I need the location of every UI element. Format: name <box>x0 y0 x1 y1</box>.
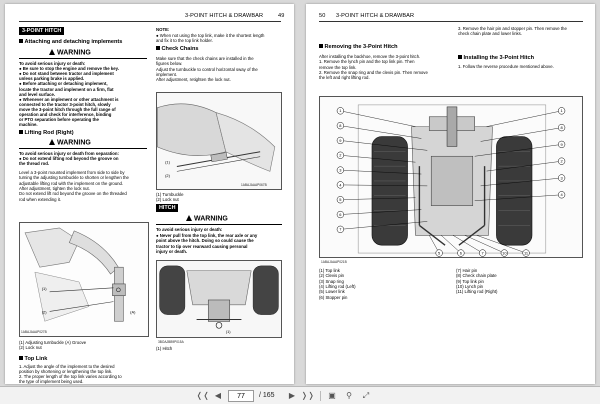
lifting-rod-drawing <box>20 223 148 336</box>
figure-1-code: 1ABAJAAAP027B <box>21 330 47 334</box>
callout-number: 1 <box>560 108 563 114</box>
square-bullet-icon <box>19 356 23 360</box>
text-line: and fix it to the top link holder. <box>156 38 213 43</box>
callout-number: 9 <box>560 141 563 147</box>
text-line: To avoid serious injury or death from separation: <box>19 151 119 156</box>
text-line: or PTO separation before operating the <box>19 117 99 123</box>
text-line: (7) Hair pin <box>456 268 478 273</box>
removing-heading <box>319 44 398 50</box>
callout-number: 9 <box>339 137 342 143</box>
text-line: 2. The proper length of the top link varies according to <box>19 374 122 379</box>
figure-hitch <box>156 260 282 338</box>
header-rule-right <box>319 21 583 22</box>
text-line: and level surface. <box>19 91 56 97</box>
text-line: operation and check for interference, binding <box>19 112 112 117</box>
zoom-icon[interactable]: ⚲ <box>346 391 352 400</box>
text-line: remove the top link. <box>319 64 357 70</box>
warning-triangle-icon <box>186 215 192 221</box>
check-chains-drawing <box>157 93 281 189</box>
text-line: tractor to tip over rearward causing personal <box>156 243 248 249</box>
text-line: the type of implement being used. <box>19 379 84 384</box>
text-line: 3. Remove the hair pin and stopper pin. Then remove the <box>458 26 567 31</box>
text-line: 2. Remove the snap ring and the clevis pin. Then remove <box>319 69 428 75</box>
top-link-heading-text: Top Link <box>24 356 48 362</box>
fullscreen-icon[interactable]: ⤢ <box>362 391 370 400</box>
square-bullet-icon <box>458 55 462 59</box>
page-left <box>5 4 294 384</box>
text-line: To avoid serious injury or death: <box>156 227 223 232</box>
callout-number: 7 <box>339 226 342 232</box>
callout-number: 3 <box>339 167 342 173</box>
attach-heading <box>19 39 122 45</box>
text-line: (6) Stopper pin <box>319 294 348 300</box>
svg-text:(A): (A) <box>130 309 136 315</box>
figure-3-code: 3BOAJBB9P015A <box>158 340 184 344</box>
first-page-icon[interactable]: ❬❬ <box>196 391 210 400</box>
removing-heading-text: Removing the 3-Point Hitch <box>324 44 398 50</box>
section-tag-3-point-hitch: 3-POINT HITCH <box>19 27 64 35</box>
warning-rule-3 <box>156 224 282 225</box>
text-line: locate the tractor and implement on a firm, flat <box>19 86 114 92</box>
page-right <box>306 4 595 384</box>
text-line: connected to the tractor 3-point hitch, slowly <box>19 101 111 107</box>
note-label: NOTE: <box>156 27 170 32</box>
callout-number: 3 <box>560 175 563 181</box>
callout-number: 6 <box>459 250 462 256</box>
svg-text:(1): (1) <box>225 329 231 335</box>
text-line: the left and right lifting rod. <box>319 75 370 81</box>
callout-number: 6 <box>339 211 342 217</box>
text-line: figures below. <box>156 61 183 67</box>
svg-text:(1): (1) <box>41 285 47 291</box>
text-line: (4) Lifting rod (Left) <box>319 283 356 289</box>
text-line: 1. Remove the lynch pin and the top link pin. Then <box>319 59 415 65</box>
text-line: 1. Follow the reverse procedure mentioned above. <box>458 64 554 69</box>
text-line: (1) Top link <box>319 268 340 273</box>
callout-number: 4 <box>339 182 342 188</box>
callout-number: 8 <box>339 123 342 129</box>
check-chains-heading-text: Check Chains <box>161 46 199 52</box>
text-line: the thread rod. <box>19 161 50 167</box>
callout-number: 2 <box>560 158 563 164</box>
callout-number: 10 <box>502 250 507 256</box>
text-line: unless parking brake is applied. <box>19 76 85 82</box>
text-line: turning the adjusting turnbuckle to shorten or lengthen the <box>19 175 129 181</box>
text-line: (11) Lifting rod (Right) <box>456 289 498 295</box>
text-line: ● Be sure to stop the engine and remove the key. <box>19 66 119 72</box>
text-line: position by shortening or lengthening the top link. <box>19 369 113 374</box>
text-line: (3) Snap ring <box>319 278 344 284</box>
installing-heading <box>458 55 534 61</box>
text-line: Adjust the turnbuckle to control horizontal sway of the <box>156 66 258 72</box>
text-line: ● Before attaching or detaching implement, <box>19 81 108 87</box>
text-line: After adjustment, retighten the lock nut. <box>156 77 231 83</box>
text-line: (1) Turnbuckle <box>156 192 184 197</box>
text-line: adjustable lifting rod with the implement on the ground. <box>19 180 124 186</box>
text-line: To avoid serious injury or death: <box>19 61 86 66</box>
text-line: After adjustment, tighten the lock nut. <box>19 185 90 191</box>
text-line: implement. <box>156 71 178 77</box>
page-header-title: 3-POINT HITCH & DRAWBAR <box>185 13 264 19</box>
text-line: Make sure that the check chains are installed in the <box>156 56 254 61</box>
warning-triangle-icon <box>49 49 55 55</box>
section-tag-hitch: HITCH <box>156 204 178 212</box>
square-bullet-icon <box>19 130 23 134</box>
text-line: (10) Lynch pin <box>456 283 484 289</box>
text-line: machine. <box>19 122 38 128</box>
installing-heading-text: Installing the 3-Point Hitch <box>463 55 535 61</box>
text-line: move the 3-point hitch through the full range of <box>19 106 116 112</box>
warning-label-1 <box>49 49 91 57</box>
warning-rule-2 <box>19 148 147 149</box>
next-page-icon[interactable]: ▶ <box>288 391 296 400</box>
text-line: ● Do not stand between tractor and implement <box>19 71 114 77</box>
figure-2-code: 1ABAJAAAP067B <box>241 183 267 187</box>
text-line: Level a 3-point mounted implement from side to side by <box>19 170 125 175</box>
warning-text-3: WARNING <box>194 215 228 223</box>
text-line: 1. Adjust the angle of the implement to the desired <box>19 364 115 369</box>
last-page-icon[interactable]: ❭❭ <box>301 391 315 400</box>
text-line: (2) Lock nut <box>19 345 42 351</box>
square-bullet-icon <box>19 39 23 43</box>
svg-text:(2): (2) <box>41 309 47 315</box>
warning-text-2: WARNING <box>57 139 91 147</box>
page-number-input[interactable] <box>228 390 254 402</box>
callout-number: 2 <box>339 152 342 158</box>
warning-label-2 <box>49 139 91 147</box>
text-line: ● Whenever an implement or other attachment is <box>19 96 119 102</box>
text-line: (9) Top link pin <box>456 278 484 284</box>
callout-number: 4 <box>560 192 563 198</box>
callout-number: 5 <box>438 250 441 256</box>
text-line: point above the hitch. Doing so could cause the <box>156 238 254 244</box>
text-line: (2) Lock nut <box>156 197 179 203</box>
warning-label-3 <box>186 215 228 223</box>
figure-right-code: 1ABAJAAAP021B <box>321 260 347 264</box>
three-point-hitch-drawing <box>320 97 582 257</box>
figure-lifting-rod <box>19 222 149 337</box>
square-bullet-icon <box>156 46 160 50</box>
prev-page-icon[interactable]: ◀ <box>214 391 222 400</box>
attach-heading-text: Attaching and detaching implements <box>24 39 123 45</box>
square-bullet-icon <box>319 44 323 48</box>
text-line: injury or death. <box>156 249 188 255</box>
text-line: ● When not using the top link, make it the shortest length <box>156 33 265 38</box>
text-line: rod when extending it. <box>19 196 62 202</box>
text-line: (8) Check chain plate <box>456 273 497 279</box>
hitch-drawing <box>157 261 281 337</box>
svg-text:(1): (1) <box>165 159 170 165</box>
fit-page-icon[interactable]: ▣ <box>328 391 336 400</box>
text-line: Do not extend lift rod beyond the groove on the threaded <box>19 191 127 197</box>
figure-3-point-hitch <box>319 96 583 258</box>
text-line: (1) Adjusting turnbuckle (A) Groove <box>19 340 87 345</box>
viewer-toolbar <box>0 386 600 404</box>
page-header-title-right: 3-POINT HITCH & DRAWBAR <box>336 13 415 19</box>
header-rule <box>19 21 281 22</box>
lifting-rod-heading <box>19 130 74 136</box>
total-pages: / 165 <box>259 392 275 399</box>
check-chains-heading <box>156 46 199 52</box>
callout-number: 5 <box>339 197 342 203</box>
text-line: check chain plate and lower links. <box>458 31 523 37</box>
lifting-rod-heading-text: Lifting Rod (Right) <box>24 130 74 136</box>
text-line: (2) Clevis pin <box>319 273 345 279</box>
toolbar-separator <box>320 391 321 401</box>
figure-check-chains <box>156 92 282 190</box>
top-link-heading <box>19 356 47 362</box>
callout-number: 1 <box>339 108 342 114</box>
page-number: 49 <box>278 13 285 19</box>
callout-number: 7 <box>481 250 484 256</box>
warning-triangle-icon <box>49 139 55 145</box>
text-line: After installing the backhoe, remove the 3-point hitch. <box>319 54 421 59</box>
text-line: ● Never pull from the top link, the rear axle or any <box>156 232 258 238</box>
figure-3-caption: (1) Hitch <box>156 346 173 351</box>
warning-text-1: WARNING <box>57 49 91 57</box>
svg-text:(2): (2) <box>165 173 170 179</box>
text-line: (5) Lower link <box>319 289 345 295</box>
callout-number: 8 <box>560 125 563 130</box>
callout-number: 11 <box>524 250 529 256</box>
page-number-right: 50 <box>319 13 326 19</box>
text-line: ● Do not extend lifting rod beyond the groove on <box>19 156 119 162</box>
warning-rule-1 <box>19 58 147 59</box>
